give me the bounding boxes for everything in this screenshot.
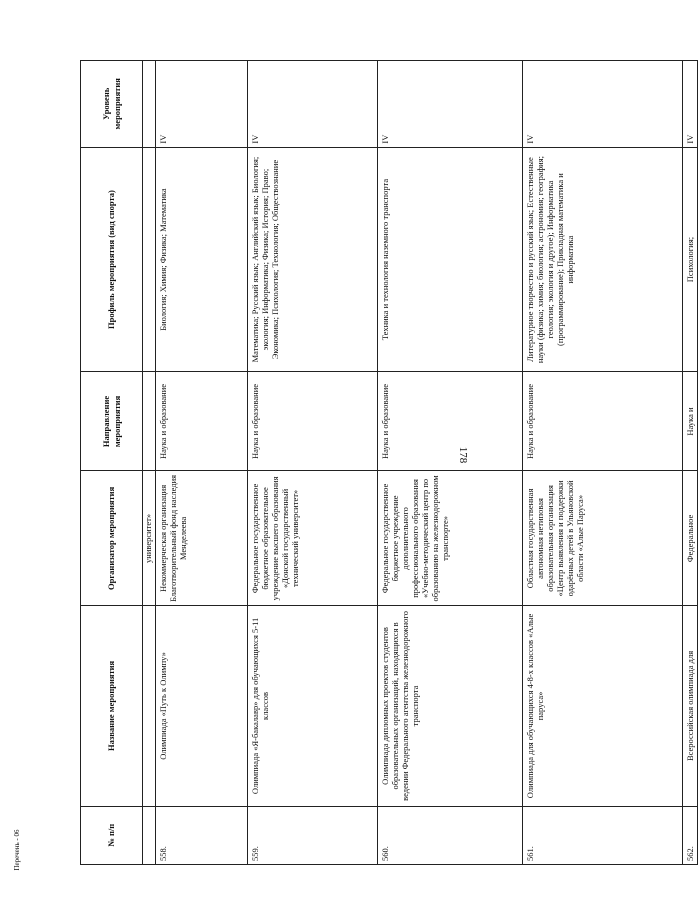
table-row — [248, 61, 378, 865]
level-cell: IV — [156, 61, 248, 148]
direction-cell: Наука и образование — [248, 372, 378, 471]
organizer-cell: Федеральное государственное бюджетное учреждение дополнительного профессионального образования «Учебно-методический центр по образованию на железнодорожном транспорте» — [378, 471, 523, 606]
organizer-cell: Федеральное государственное бюджетное образовательное учреждение высшего образования «Донской государственный технический университет» — [248, 471, 378, 606]
profile-cell: Техника и технология наземного транспорта — [378, 147, 523, 372]
header-name: Название мероприятия — [81, 606, 143, 806]
header-profile: Профиль мероприятия (вид спорта) — [81, 147, 143, 372]
page-number: 178 — [457, 446, 469, 464]
direction-cell: Наука и — [683, 372, 698, 471]
footer-label: Перечень - 06 — [13, 829, 21, 871]
num-cell: 559. — [248, 806, 378, 864]
table-row — [143, 61, 156, 865]
name-cell: Олимпиада для обучающихся 4-8-х классов «Алые паруса» — [523, 606, 683, 806]
events-table — [80, 60, 698, 865]
direction-cell: Наука и образование — [523, 372, 683, 471]
table-row — [378, 61, 523, 865]
num-cell: 560. — [378, 806, 523, 864]
name-cell: Олимпиада «Путь к Олимпу» — [156, 606, 248, 806]
header-level: Уровень мероприятия — [81, 61, 143, 148]
direction-cell: Наука и образование — [378, 372, 523, 471]
table-row — [156, 61, 248, 865]
profile-cell: Математика; Русский язык; Английский язык; Биология; экология; Информатика; Физика; История; Право; Экономика; Психология; Технология; Обществознание — [248, 147, 378, 372]
table-container — [80, 60, 695, 865]
num-cell: 561. — [523, 806, 683, 864]
name-cell: Олимпиада дипломных проектов студентов образовательных организаций, находящихся в ведении Федерального агентства железнодорожного транспорта — [378, 606, 523, 806]
header-direction: Направление мероприятия — [81, 372, 143, 471]
level-cell: IV — [248, 61, 378, 148]
name-cell: Всероссийская олимпиада для — [683, 606, 698, 806]
profile-cell: Психология; — [683, 147, 698, 372]
organizer-cell: Некоммерческая организация Благотворительный фонд наследия Менделеева — [156, 471, 248, 606]
organizer-cell: Областная государственная автономная нетиповая образовательная организация «Центр выявления и поддержки одарённых детей в Ульяновской области «Алые Паруса» — [523, 471, 683, 606]
name-cell: Олимпиада «Я-бакалавр» для обучающихся 5-11 классов — [248, 606, 378, 806]
organizer-cell: университет» — [143, 471, 156, 606]
table-row — [683, 61, 698, 865]
direction-cell: Наука и образование — [156, 372, 248, 471]
profile-cell: Литературное творчество и русский язык; Естественные науки (физика; химия; биология; астрономия; география; геология; экология и другое); Информатика (программирование); Прикладная математика и информатика — [523, 147, 683, 372]
level-cell: IV — [523, 61, 683, 148]
table-row — [523, 61, 683, 865]
num-cell: 558. — [156, 806, 248, 864]
header-num: № п/п — [81, 806, 143, 864]
header-organizer: Организатор мероприятия — [81, 471, 143, 606]
num-cell: 562. — [683, 806, 698, 864]
organizer-cell: Федеральное — [683, 471, 698, 606]
level-cell: IV — [683, 61, 698, 148]
profile-cell: Биология; Химия; Физика; Математика — [156, 147, 248, 372]
level-cell: IV — [378, 61, 523, 148]
